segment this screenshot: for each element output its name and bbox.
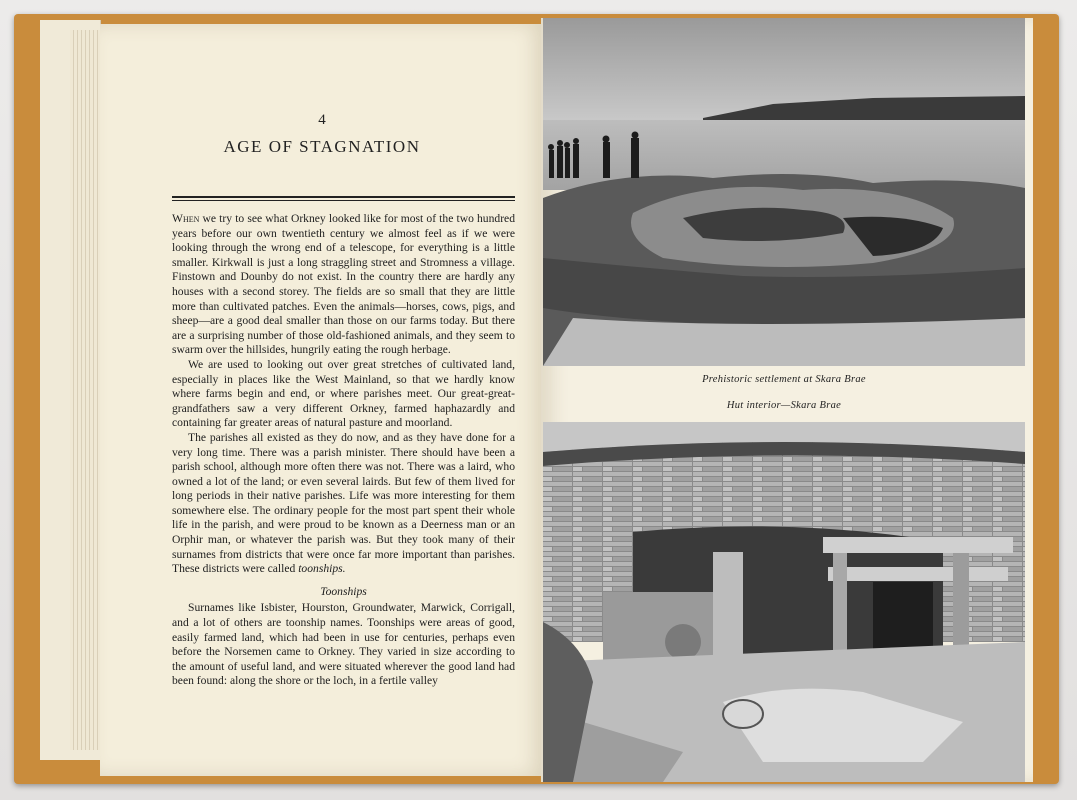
paragraph-1-text: we try to see what Orkney looked like for most of the two hundred years before our own twentieth century we almost feel as if we were looking through the wrong end of a telescope, for everything is a little smaller. Kirkwall is just a long straggling street and Stromness a village. Finstown and Dounby do not exist. In the country there are hardly any houses with a second storey. The fields are so small that they are little more than cultivated patches. Even the animals—horses, cows, pigs, and sheep—are a good deal smaller than those on our farms today. But there are a surprising number of those old-fashioned animals, and they seem to swarm over the hillsides, hungrily eating the rough herbage. bbox=[172, 212, 515, 357]
chapter-body bbox=[172, 212, 515, 689]
caption-bottom: Hut interior—Skara Brae bbox=[726, 400, 842, 411]
photo-hut-interior bbox=[543, 422, 1025, 782]
chapter-title: AGE OF STAGNATION bbox=[223, 137, 421, 156]
settlement-photo-image bbox=[543, 18, 1025, 366]
subheading: Toonships bbox=[320, 584, 367, 598]
page-edges bbox=[70, 30, 104, 750]
paragraph-3-emphasis: toonships. bbox=[298, 562, 346, 576]
caption-top: Prehistoric settlement at Skara Brae bbox=[702, 374, 866, 385]
hut-interior-photo-image bbox=[543, 422, 1025, 782]
paragraph-1 bbox=[172, 212, 515, 358]
title-rule bbox=[172, 196, 515, 198]
paragraph-2: We are used to looking out over great stretches of cultivated land, especially in places like the West Mainland, so that we hardly know where farms begin and end, or where parishes meet. Our great-great-grandfathers saw a very different Orkney, farmed haphazardly and containing far greater areas of natural pasture and moorland. bbox=[172, 357, 515, 430]
lead-word: When bbox=[172, 212, 200, 225]
title-rule-thin bbox=[172, 200, 515, 201]
paragraph-3-text: The parishes all existed as they do now, and as they have done for a very long time. There was a parish minister. There should have been a parish school, although more often there was not. There was a laird, who owned a lot of the land; or even several lairds. But few of them lived for long periods in their native parishes. Life was more interesting for them somewhere else. The ordinary people for the most part spent their whole life in the parish, and were proud to be known as a Deerness man or an Orphir man, or whatever the parish was. But they took many of their surnames from districts that were once far more important than parishes. These districts were called bbox=[172, 430, 515, 576]
paragraph-3 bbox=[172, 431, 515, 577]
photo-skara-brae-settlement bbox=[543, 18, 1025, 366]
chapter-number: 4 bbox=[318, 112, 326, 128]
paragraph-4: Surnames like Isbister, Hourston, Groundwater, Marwick, Corrigall, and a lot of others are toonship names. Toonships were areas of good, easily farmed land, which had been in use for centuries, perhaps even before the Norsemen came to Orkney. They varied in size according to the amount of useful land, and were situated wherever the good land had been found: along the shore or the loch, in a fertile valley bbox=[172, 601, 515, 688]
left-page bbox=[100, 24, 544, 776]
